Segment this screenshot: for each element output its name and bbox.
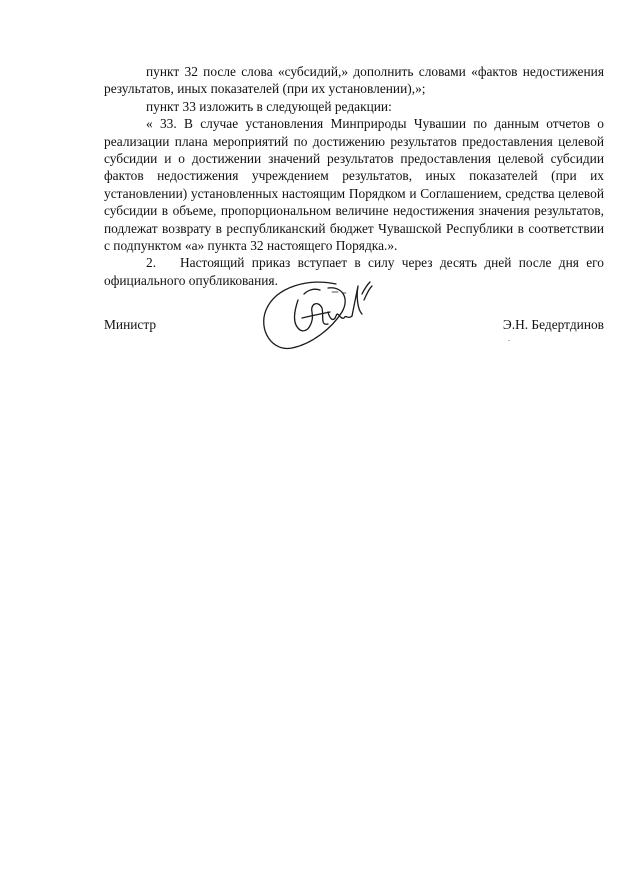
document-body	[104, 63, 604, 289]
handwritten-signature	[258, 272, 378, 360]
item-2-number: 2.	[146, 255, 157, 271]
item-2-text: Настоящий приказ вступает в силу через десять дней после дня его официального опубликования.	[104, 255, 604, 288]
paragraph-punkt-32: пункт 32 после слова «субсидий,» дополнить словами «фактов недостижения результатов, иных показателей (при их установлении),»;	[104, 64, 604, 97]
paragraph-punkt-33-intro: пункт 33 изложить в следующей редакции:	[146, 98, 392, 114]
paragraph-punkt-33-text: « 33. В случае установления Минприроды Чувашии по данным отчетов о реализации плана мероприятий по достижению результатов предоставления целевой субсидии и о достижении значений результатов предоставления целевой субсидии фактов недостижения учреждением результатов, иных показателей (при их установлении) установленных настоящим Порядком и Соглашением, средства целевой субсидии в объеме, пропорциональном величине недостижения значения результатов, подлежат возврату в республиканский бюджет Чувашской Республики в соответствии с подпунктом «а» пункта 32 настоящего Порядка.».	[104, 116, 604, 254]
scan-artifact	[508, 340, 510, 341]
minister-name: Э.Н. Бедертдинов	[502, 317, 604, 332]
minister-title: Министр	[104, 317, 157, 332]
